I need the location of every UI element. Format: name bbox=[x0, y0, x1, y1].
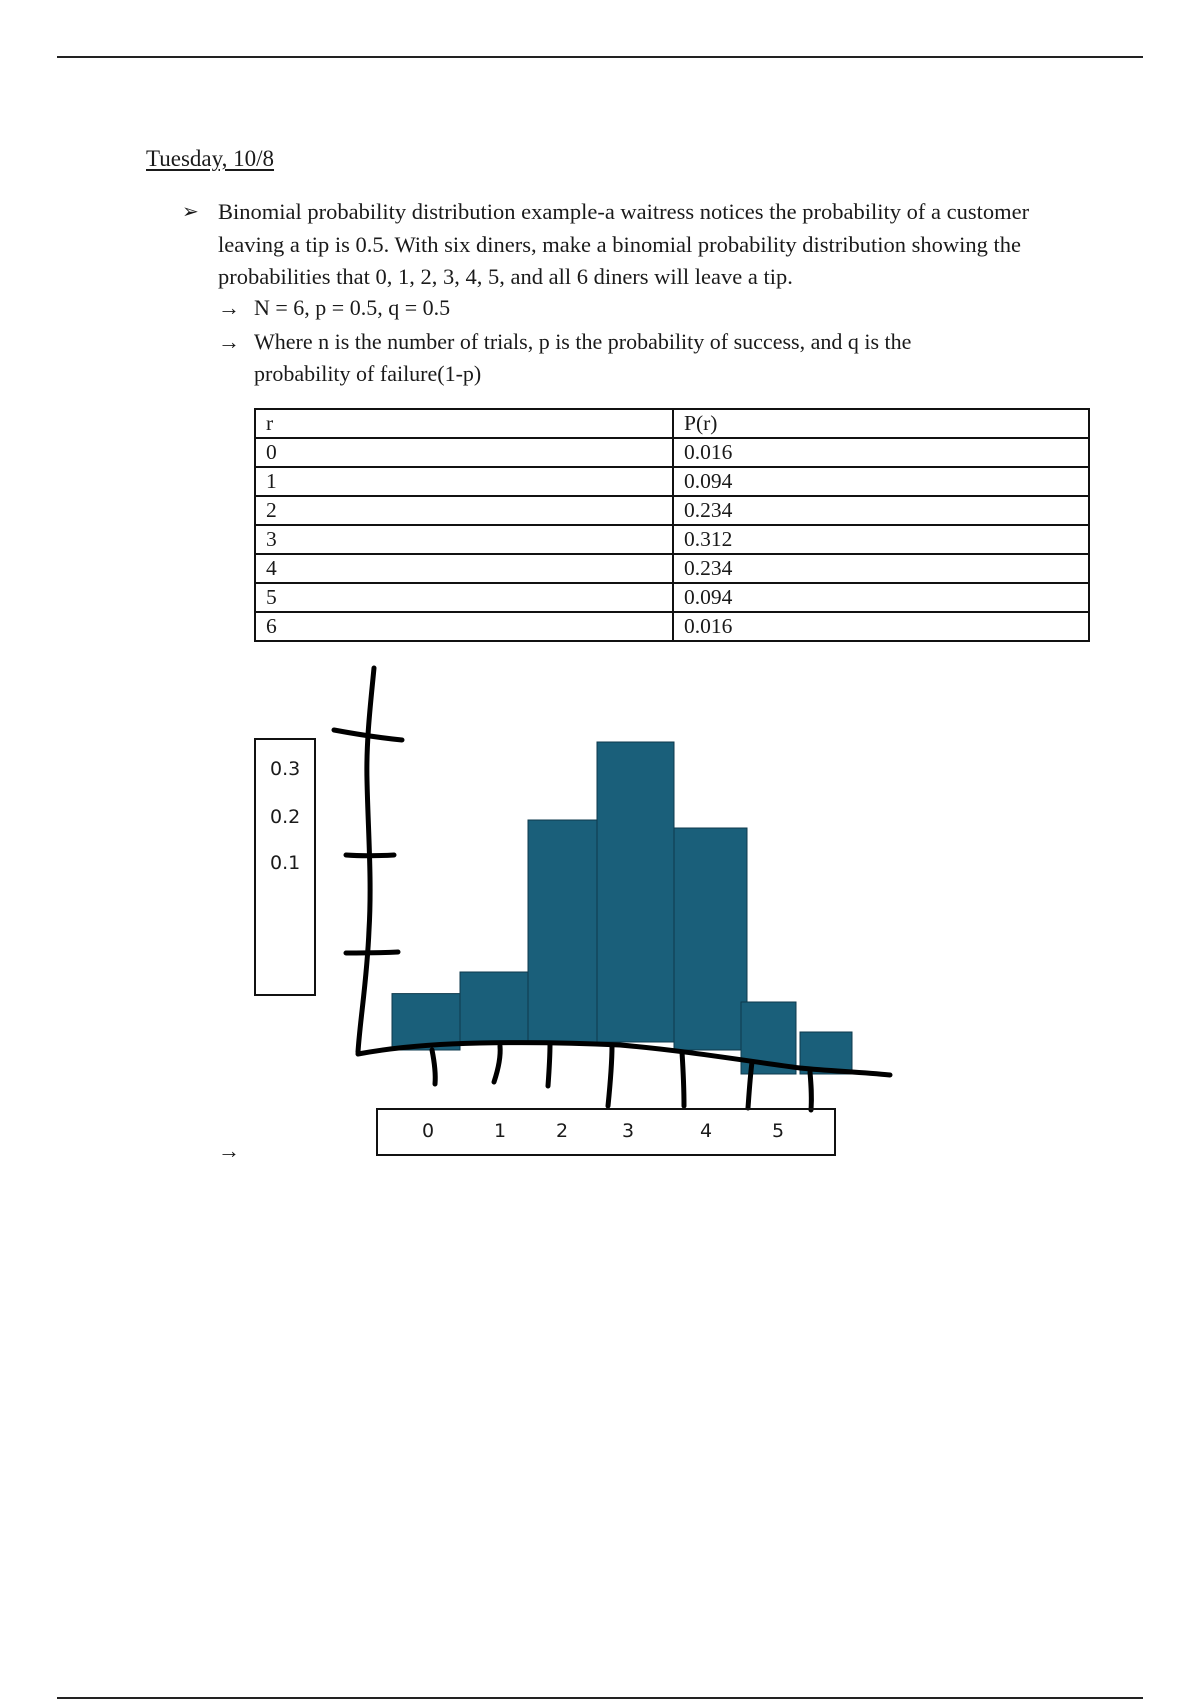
cell-r: 6 bbox=[255, 612, 673, 641]
cell-r: 5 bbox=[255, 583, 673, 612]
cell-p: 0.234 bbox=[673, 554, 1089, 583]
bars-group bbox=[392, 742, 852, 1074]
bar-4 bbox=[674, 828, 747, 1050]
y-axis-tick bbox=[346, 855, 394, 856]
x-axis-tick bbox=[608, 1046, 612, 1106]
cell-p: 0.094 bbox=[673, 467, 1089, 496]
cell-r: 4 bbox=[255, 554, 673, 583]
cell-r: 1 bbox=[255, 467, 673, 496]
definition-text: Where n is the number of trials, p is the probability of success, and q is the probability of failure(1-p) bbox=[254, 329, 912, 386]
cell-p: 0.234 bbox=[673, 496, 1089, 525]
cell-p: 0.016 bbox=[673, 438, 1089, 467]
header-r: r bbox=[255, 409, 673, 438]
bottom-rule bbox=[57, 1697, 1143, 1699]
x-axis-tick bbox=[548, 1044, 550, 1086]
y-axis-tick bbox=[346, 952, 398, 953]
right-arrow-icon: → bbox=[218, 1138, 240, 1163]
x-tick-label: 2 bbox=[556, 1120, 569, 1142]
arrowhead-bullet-icon: ➢ bbox=[182, 201, 199, 223]
bar-1 bbox=[460, 972, 528, 1044]
y-axis-line bbox=[358, 668, 374, 1052]
right-arrow-icon: → bbox=[218, 329, 240, 354]
cell-p: 0.016 bbox=[673, 612, 1089, 641]
y-tick-label: 0.1 bbox=[270, 852, 301, 874]
y-axis-labels bbox=[254, 738, 316, 996]
x-axis-labels bbox=[376, 1108, 836, 1156]
right-arrow-icon: → bbox=[218, 295, 240, 320]
x-axis-tick bbox=[810, 1072, 811, 1110]
x-tick-label: 4 bbox=[700, 1120, 713, 1142]
x-axis-tick bbox=[494, 1046, 500, 1082]
x-axis-tick bbox=[432, 1050, 435, 1084]
params-text: N = 6, p = 0.5, q = 0.5 bbox=[254, 295, 451, 320]
x-tick-label: 0 bbox=[422, 1120, 435, 1142]
example-text: Binomial probability distribution example-a waitress notices the probability of a customer leaving a tip is 0.5. With six diners, make a binomial probability distribution showing the probabilities that 0, 1, 2, 3, 4, 5, and all 6 diners will leave a tip. bbox=[218, 199, 1030, 289]
date-heading: Tuesday, 10/8 bbox=[146, 146, 275, 171]
cell-p: 0.094 bbox=[673, 583, 1089, 612]
bar-2 bbox=[528, 820, 597, 1042]
cell-p: 0.312 bbox=[673, 525, 1089, 554]
header-p: P(r) bbox=[673, 409, 1089, 438]
cell-r: 0 bbox=[255, 438, 673, 467]
bar-3 bbox=[597, 742, 674, 1042]
y-tick-label: 0.3 bbox=[270, 758, 301, 780]
x-tick-label: 5 bbox=[772, 1120, 785, 1142]
x-axis-tick bbox=[682, 1052, 684, 1106]
cell-r: 2 bbox=[255, 496, 673, 525]
y-tick-label: 0.2 bbox=[270, 806, 301, 828]
x-tick-label: 1 bbox=[494, 1120, 507, 1142]
x-tick-label: 3 bbox=[622, 1120, 635, 1142]
cell-r: 3 bbox=[255, 525, 673, 554]
